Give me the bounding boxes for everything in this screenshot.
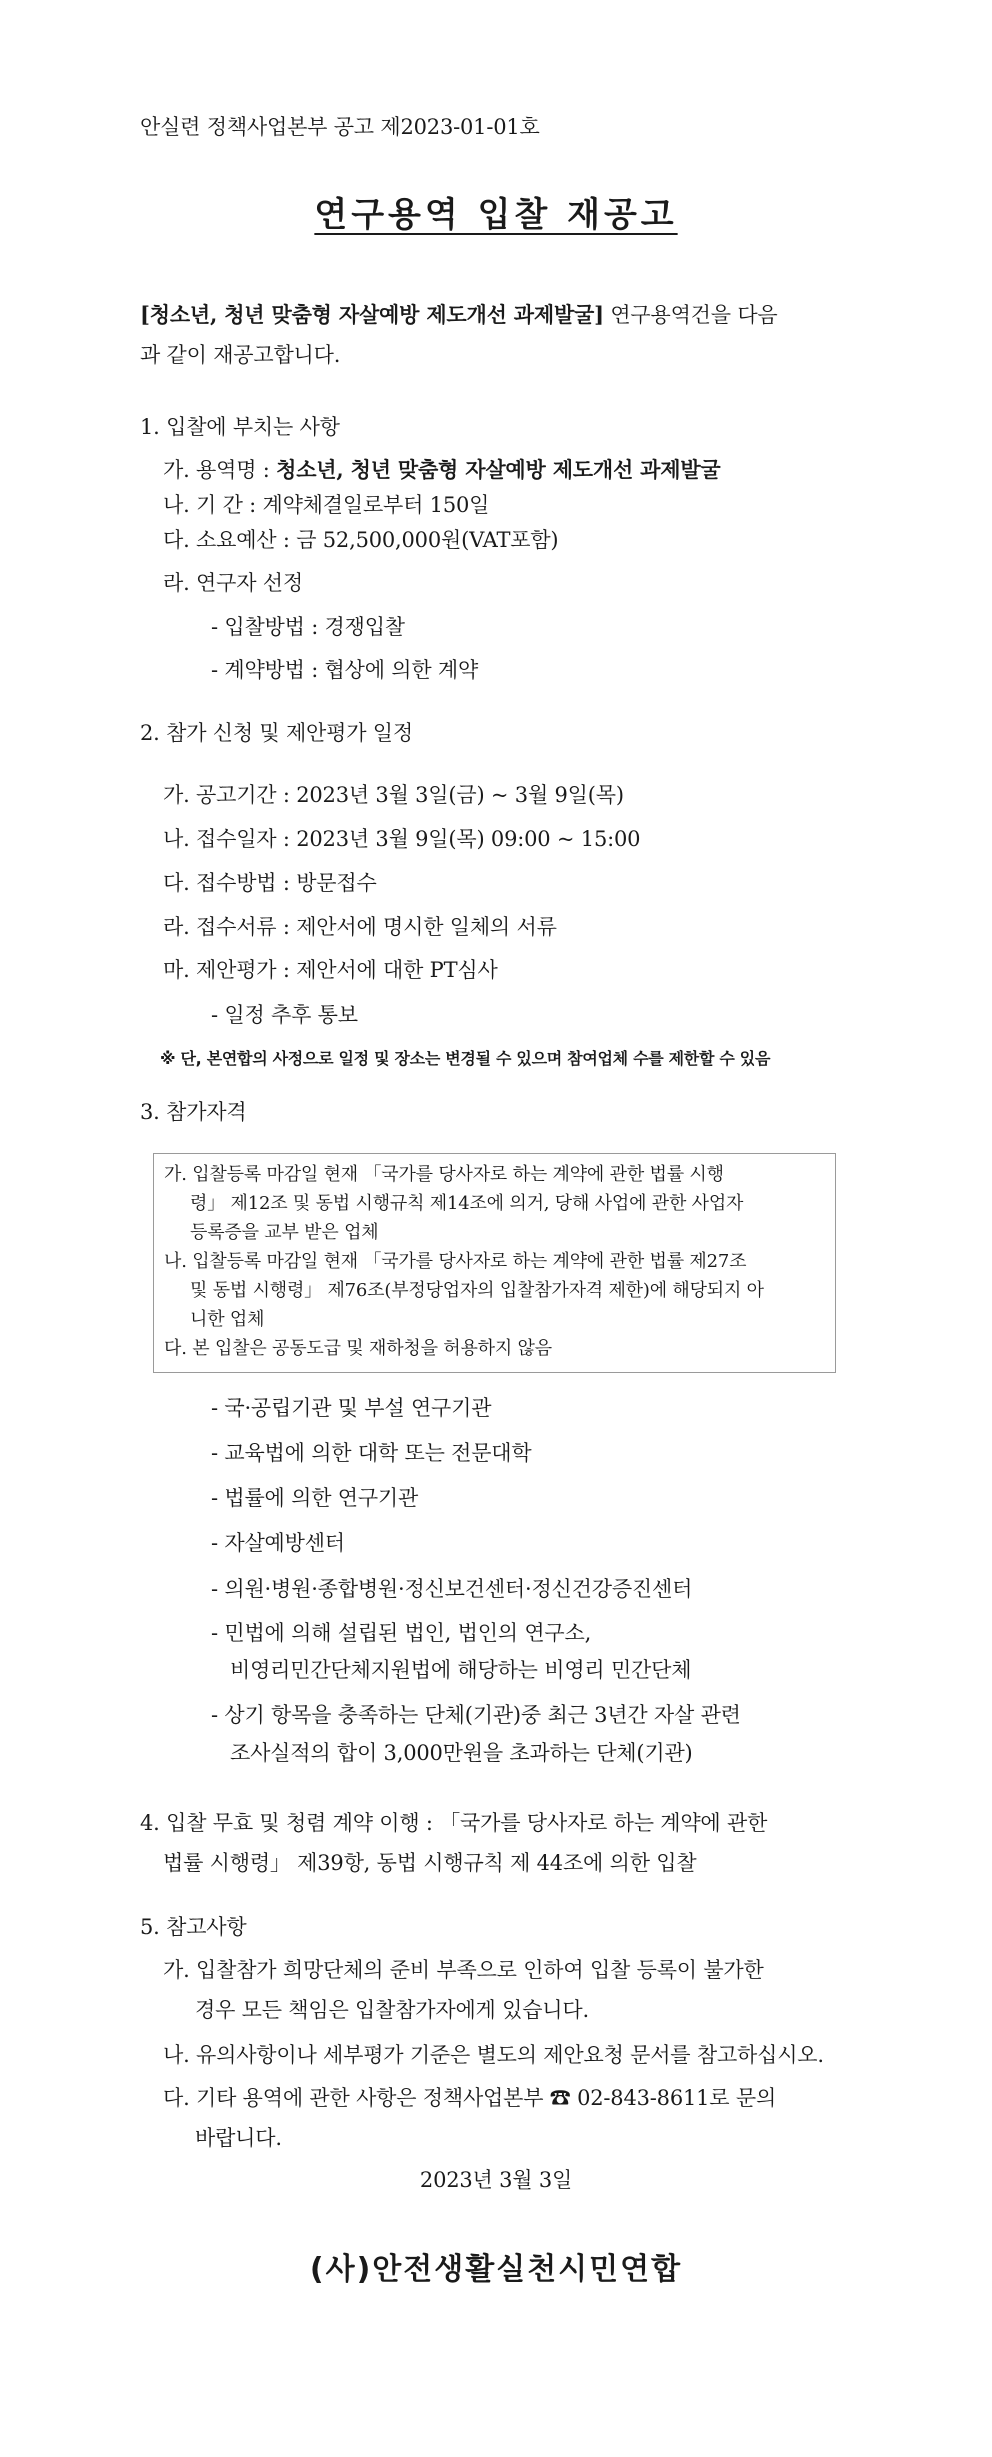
section-5-item-a-line-1: 가. 입찰참가 희망단체의 준비 부족으로 인하여 입찰 등록이 불가한 (163, 1958, 764, 1982)
section-2-heading: 2. 참가 신청 및 제안평가 일정 (140, 721, 413, 745)
eligible-item: - 의원·병원·종합병원·정신보건센터·정신건강증진센터 (211, 1577, 693, 1601)
qualification-box (153, 1153, 836, 1373)
section-2-item-e: 마. 제안평가 : 제안서에 대한 PT심사 (163, 958, 498, 982)
qualification-b-line-1: 나. 입찰등록 마감일 현재 「국가를 당사자로 하는 계약에 관한 법률 제27조 (164, 1251, 747, 1272)
qualification-a-line-3: 등록증을 교부 받은 업체 (190, 1222, 379, 1243)
section-1-item-c: 다. 소요예산 : 금 52,500,000원(VAT포함) (163, 528, 559, 552)
section-5-heading: 5. 참고사항 (140, 1915, 247, 1939)
section-2-item-e1: - 일정 추후 통보 (211, 1003, 358, 1027)
section-1-item-d2: - 계약방법 : 협상에 의한 계약 (211, 658, 479, 682)
eligible-item: - 법률에 의한 연구기관 (211, 1486, 419, 1510)
intro-line-1-rest: 연구용역건을 다음 (603, 303, 778, 327)
eligible-item: - 교육법에 의한 대학 또는 전문대학 (211, 1441, 532, 1465)
section-2-item-a: 가. 공고기간 : 2023년 3월 3일(금) ~ 3월 9일(목) (163, 783, 624, 807)
eligible-item-continuation: 조사실적의 합이 3,000만원을 초과하는 단체(기관) (230, 1741, 693, 1765)
section-1-item-b: 나. 기 간 : 계약체결일로부터 150일 (163, 493, 490, 517)
section-1-item-d1: - 입찰방법 : 경쟁입찰 (211, 615, 405, 639)
section-1-heading: 1. 입찰에 부치는 사항 (140, 415, 340, 439)
schedule-change-note: ※ 단, 본연합의 사정으로 일정 및 장소는 변경될 수 있으며 참여업체 수를 제한할 수 있음 (160, 1049, 771, 1068)
section-5-item-b: 나. 유의사항이나 세부평가 기준은 별도의 제안요청 문서를 참고하십시오. (163, 2043, 824, 2067)
intro-line-2: 과 같이 재공고합니다. (140, 343, 341, 367)
qualification-b-line-2: 및 동법 시행령」 제76조(부정당업자의 입찰참가자격 제한)에 해당되지 아 (190, 1280, 764, 1301)
section-1-item-d: 라. 연구자 선정 (163, 571, 303, 595)
document-title (0, 195, 992, 235)
intro-line-1 (140, 300, 778, 330)
eligible-item: - 국·공립기관 및 부설 연구기관 (211, 1396, 492, 1420)
section-2-item-c: 다. 접수방법 : 방문접수 (163, 871, 377, 895)
section-5-item-c-line-1: 다. 기타 용역에 관한 사항은 정책사업본부 ☎ 02-843-8611로 문의 (163, 2086, 777, 2110)
intro-project-name: [청소년, 청년 맞춤형 자살예방 제도개선 과제발굴] (140, 302, 604, 327)
section-1-project-name: 청소년, 청년 맞춤형 자살예방 제도개선 과제발굴 (276, 457, 721, 482)
section-2-item-b: 나. 접수일자 : 2023년 3월 9일(목) 09:00 ~ 15:00 (163, 827, 641, 851)
section-2-item-d: 라. 접수서류 : 제안서에 명시한 일체의 서류 (163, 915, 557, 939)
qualification-c-line-1: 다. 본 입찰은 공동도급 및 재하청을 허용하지 않음 (164, 1338, 552, 1359)
qualification-a-line-2: 령」 제12조 및 동법 시행규칙 제14조에 의거, 당해 사업에 관한 사업자 (190, 1193, 744, 1214)
section-4-line-2: 법률 시행령」 제39항, 동법 시행규칙 제 44조에 의한 입찰 (163, 1851, 697, 1875)
section-4-line-1: 4. 입찰 무효 및 청렴 계약 이행 : 「국가를 당사자로 하는 계약에 관한 (140, 1811, 768, 1835)
organization-name: (사)안전생활실천시민연합 (309, 2252, 683, 2287)
notice-number: 안실련 정책사업본부 공고 제2023-01-01호 (140, 115, 540, 139)
section-3-heading: 3. 참가자격 (140, 1100, 247, 1124)
section-5-item-a-line-2: 경우 모든 책임은 입찰참가자에게 있습니다. (195, 1998, 589, 2022)
qualification-b-line-3: 니한 업체 (190, 1309, 265, 1330)
section-5-item-c-line-2: 바랍니다. (195, 2126, 282, 2150)
document-title-text: 연구용역 입찰 재공고 (314, 195, 678, 235)
qualification-a-line-1: 가. 입찰등록 마감일 현재 「국가를 당사자로 하는 계약에 관한 법률 시행 (164, 1164, 724, 1185)
section-1-item-a-prefix: 가. 용역명 : (163, 458, 277, 482)
section-1-item-a (163, 455, 721, 485)
eligible-item: - 민법에 의해 설립된 법인, 법인의 연구소, (211, 1621, 592, 1645)
announcement-date: 2023년 3월 3일 (419, 2168, 573, 2192)
eligible-item-continuation: 비영리민간단체지원법에 해당하는 비영리 민간단체 (230, 1658, 692, 1682)
eligible-item: - 자살예방센터 (211, 1531, 345, 1555)
eligible-item: - 상기 항목을 충족하는 단체(기관)중 최근 3년간 자살 관련 (211, 1703, 741, 1727)
